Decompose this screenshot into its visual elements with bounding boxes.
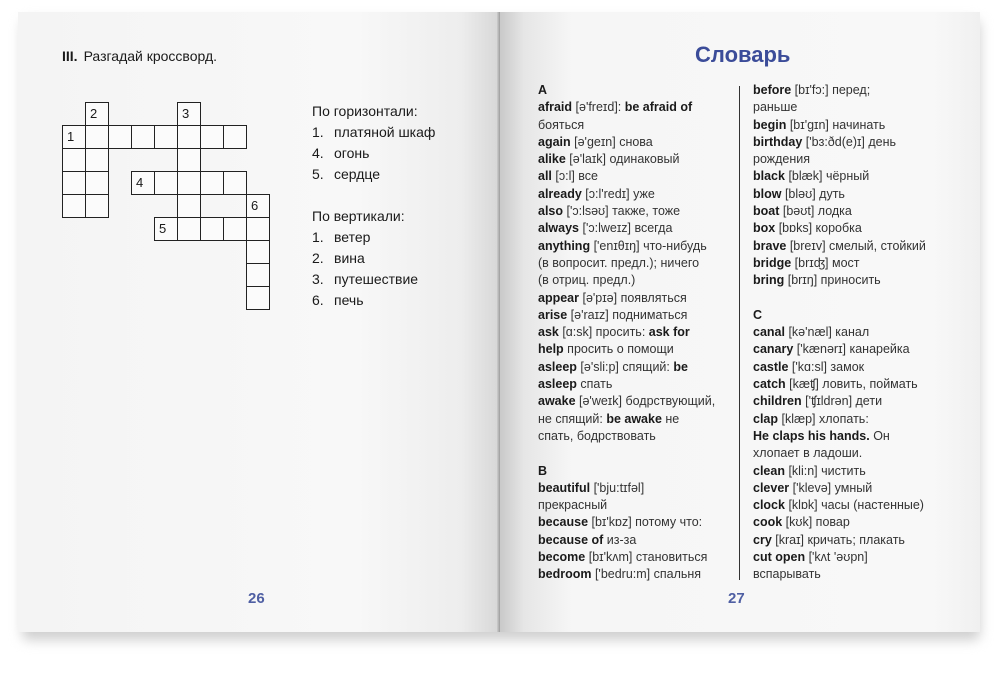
dictionary-entry: clap [klæp] хлопать: [753,411,869,426]
dictionary-entry-continuation: не спящий: be awake не [538,411,680,426]
page-number-left: 26 [248,590,265,607]
dictionary-entry-continuation: хлопает в ладоши. [753,446,863,461]
dictionary-entry: all [ɔ:l] все [538,169,598,184]
task-number: III. [62,48,78,64]
crossword-number: 1 [67,129,75,144]
dictionary-column-2 [753,82,968,584]
crossword-number: 4 [136,175,144,190]
dictionary-entry: beautiful ['bju:tɪfəl] [538,480,645,495]
crossword-cell[interactable] [246,240,270,264]
dictionary-entry: canal [kə'næl] канал [753,325,870,340]
dictionary-entry: already [ɔ:l'redɪ] уже [538,186,655,201]
dictionary-entry: cook [kʊk] повар [753,515,850,530]
dictionary-letter: A [538,83,548,97]
dictionary-entry: afraid [ə'freɪd]: be afraid of [538,100,693,115]
dictionary-column-1 [538,82,738,584]
dictionary-entry-continuation: раньше [753,100,798,115]
column-divider [739,86,740,580]
dictionary-entry: castle ['kɑ:sl] замок [753,359,865,374]
crossword-cell[interactable] [108,125,132,149]
dictionary-entry-continuation: because of из-за [538,532,637,547]
crossword-cell[interactable] [131,125,155,149]
dictionary-entry: boat [bəʊt] лодка [753,204,852,219]
left-page [18,12,500,632]
crossword-number: 3 [182,106,190,121]
task-text: Разгадай кроссворд. [83,48,218,64]
vertical-title: По вертикали: [312,208,405,224]
dictionary-entry: box [bɒks] коробка [753,221,862,236]
dictionary-entry: always ['ɔ:lweɪz] всегда [538,221,673,236]
dictionary-entry: children ['ʧɪldrən] дети [753,394,883,409]
crossword-cell[interactable] [246,286,270,310]
dictionary-entry-continuation: He claps his hands. Он [753,428,890,443]
crossword-cell[interactable] [85,125,109,149]
dictionary-entry: bring [brɪŋ] приносить [753,273,881,288]
crossword-grid [58,92,258,322]
dictionary-entry: become [bɪ'kʌm] становиться [538,550,708,565]
dictionary-entry: appear [ə'pɪə] появляться [538,290,687,305]
dictionary-entry: again [ə'geɪn] снова [538,134,653,149]
clue-horizontal-5: 5. сердце [312,166,381,182]
crossword-cell[interactable] [154,171,178,195]
dictionary-entry: before [bɪ'fɔ:] перед; [753,83,871,97]
dictionary-entry: begin [bɪ'gɪn] начинать [753,117,886,132]
crossword-cell[interactable] [223,217,247,241]
dictionary-entry: anything ['enɪθɪŋ] что-нибудь [538,238,707,253]
dictionary-letter: B [538,463,548,478]
crossword-cell[interactable] [177,125,201,149]
crossword-cell[interactable] [200,125,224,149]
dictionary-entry: blow [bləʊ] дуть [753,186,845,201]
dictionary-entry: clock [klɒk] часы (настенные) [753,498,924,513]
crossword-cell[interactable] [62,171,86,195]
dictionary-entry-continuation: бояться [538,117,585,132]
crossword-cell[interactable] [177,171,201,195]
dictionary-entry: canary ['kænərɪ] канарейка [753,342,910,357]
dictionary-entry: cry [kraɪ] кричать; плакать [753,532,905,547]
dictionary-entry-continuation: help просить о помощи [538,342,674,357]
clues-list [312,101,435,311]
crossword-number: 2 [90,106,98,121]
dictionary-entry-continuation: (в отриц. предл.) [538,273,636,288]
crossword-cell[interactable] [154,125,178,149]
dictionary-entry: arise [ə'raɪz] подниматься [538,307,688,322]
dictionary-entry: clever ['klevə] умный [753,480,873,495]
crossword-number: 5 [159,221,167,236]
crossword-cell[interactable] [85,194,109,218]
dictionary-entry: ask [ɑ:sk] просить: ask for [538,325,690,340]
right-page [500,12,980,632]
dictionary-entry-continuation: (в вопросит. предл.); ничего [538,255,700,270]
dictionary-entry: also ['ɔ:lsəʊ] также, тоже [538,204,681,219]
dictionary-entry-continuation: прекрасный [538,498,608,513]
dictionary-title: Словарь [695,42,791,67]
dictionary-entry: cut open ['kʌt 'əʊpn] [753,550,868,565]
page-number-right: 27 [728,590,745,607]
crossword-cell[interactable] [246,263,270,287]
crossword-cell[interactable] [177,194,201,218]
crossword-cell[interactable] [62,148,86,172]
crossword-cell[interactable] [62,194,86,218]
task-heading [62,48,217,64]
dictionary-entry-continuation: рождения [753,152,811,167]
dictionary-entry: brave [breɪv] смелый, стойкий [753,238,926,253]
crossword-cell[interactable] [177,148,201,172]
clue-vertical-6: 6. печь [312,292,364,308]
crossword-cell[interactable] [200,217,224,241]
dictionary-entry-continuation: спать, бодрствовать [538,428,656,443]
crossword-cell[interactable] [223,171,247,195]
dictionary-entry: because [bɪ'kɒz] потому что: [538,515,703,530]
dictionary-entry: bridge [brɪʤ] мост [753,255,860,270]
dictionary-entry-continuation: asleep спать [538,377,613,392]
dictionary-entry: clean [kli:n] чистить [753,463,866,478]
dictionary-entry: alike [ə'laɪk] одинаковый [538,152,680,167]
horizontal-title: По горизонтали: [312,103,418,119]
clue-vertical-2: 2. вина [312,250,365,266]
dictionary-entry-continuation: вспарывать [753,567,821,582]
clue-vertical-1: 1. ветер [312,229,371,245]
crossword-cell[interactable] [85,148,109,172]
crossword-cell[interactable] [200,171,224,195]
crossword-number: 6 [251,198,259,213]
clue-horizontal-4: 4. огонь [312,145,370,161]
crossword-cell[interactable] [85,171,109,195]
dictionary-letter: C [753,307,763,322]
crossword-cell[interactable] [177,217,201,241]
dictionary-entry: catch [kæʧ] ловить, поймать [753,377,918,392]
clue-vertical-3: 3. путешествие [312,271,419,287]
dictionary-entry: awake [ə'weɪk] бодрствующий, [538,394,716,409]
dictionary-entry: asleep [ə'sli:p] спящий: be [538,359,688,374]
dictionary-entry: birthday ['bɜ:ðd(e)ɪ] день [753,134,897,149]
dictionary-entry: black [blæk] чёрный [753,169,870,184]
clue-horizontal-1: 1. платяной шкаф [312,124,436,140]
dictionary-entry: bedroom ['bedru:m] спальня [538,567,702,582]
crossword-cell[interactable] [223,125,247,149]
crossword-cell[interactable] [246,217,270,241]
